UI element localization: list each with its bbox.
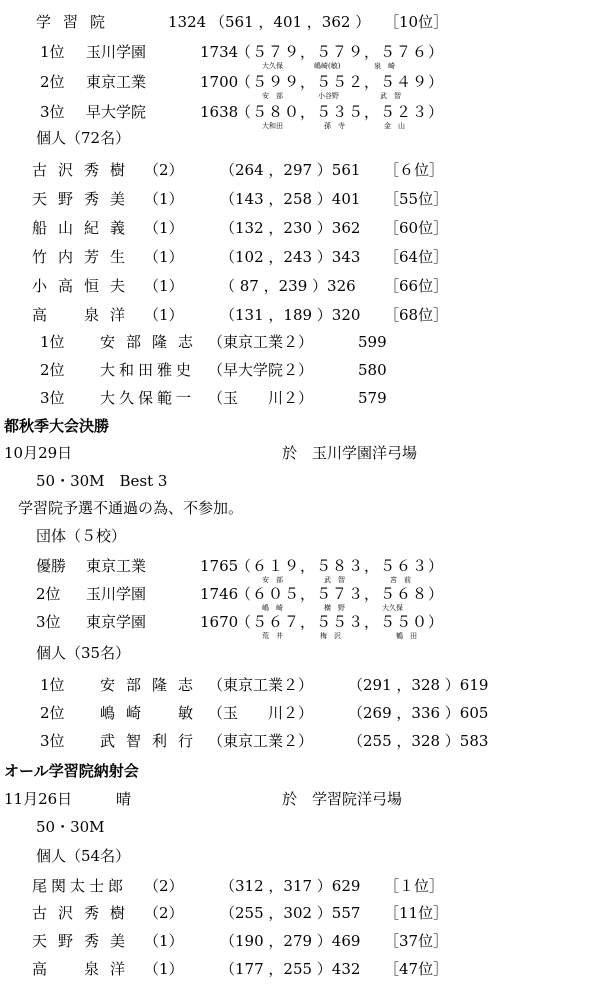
archer-name: 尾関太士郎 (32, 877, 128, 895)
archer-name: 船山紀義 (32, 219, 137, 237)
position: 2位 (40, 361, 65, 379)
archer-name: 武 智 (380, 92, 401, 100)
archer-name: 横 野 (324, 604, 345, 612)
section-title: オール学習院納射会 (4, 762, 139, 780)
archer-rank: ［37位］ (384, 932, 449, 950)
event-note: 学習院予選不通過の為、不参加。 (18, 499, 244, 517)
archer-score: 579 (358, 389, 387, 407)
archer-year: （1） (144, 960, 184, 978)
event-format: 50・30M Best 3 (36, 472, 168, 490)
team-name: 早大学院 (86, 103, 147, 121)
team-scores: （６１９，５８３，５６３） (236, 557, 445, 575)
individual-row (0, 901, 600, 925)
team-position: 3位 (36, 613, 61, 631)
section-title: 都秋季大会決勝 (4, 417, 110, 435)
archer-affiliation: （玉 川２） (208, 704, 314, 722)
archer-scores: （255 ，328 ）583 (348, 732, 489, 750)
team-total: 1638 (200, 103, 239, 121)
team-name: 玉川学園 (86, 585, 147, 603)
gakushuin-team-row (0, 10, 600, 34)
archer-year: （1） (144, 190, 184, 208)
archer-name: 宮 前 (390, 576, 411, 584)
archer-rank: ［60位］ (384, 219, 449, 237)
top-individual-row (0, 386, 600, 410)
archer-rank: ［47位］ (384, 960, 449, 978)
team-total: 1670 (200, 613, 239, 631)
archer-year: （1） (144, 248, 184, 266)
individual-row (0, 929, 600, 953)
individual-header: 個人（35名） (36, 644, 131, 662)
archer-affiliation: （東京工業２） (208, 333, 314, 351)
individual-row (0, 874, 600, 898)
event-venue: 於 玉川学園洋弓場 (282, 444, 418, 462)
archer-rank: ［11位］ (384, 904, 449, 922)
individual-header-row (0, 641, 600, 665)
event-date: 10月29日 (4, 444, 73, 462)
team-scores: （５７９，５７９，５７６） (236, 43, 445, 61)
individual-row (0, 729, 600, 753)
individual-header (0, 126, 600, 150)
archer-name: 大久保 (382, 604, 403, 612)
individual-row (0, 187, 600, 211)
archer-name: 大久保 (262, 62, 283, 70)
event-info-row (0, 787, 600, 811)
archer-name: 古沢秀樹 (32, 161, 137, 179)
position: 1位 (40, 333, 65, 351)
individual-row (0, 957, 600, 981)
archer-scores: （ 87 ，239 ）326 (220, 277, 356, 295)
archer-scores: （131 ，189 ）320 (220, 306, 361, 324)
archer-affiliation: （東京工業２） (208, 732, 314, 750)
team-scores: （６０５，５７３，５６８） (236, 585, 445, 603)
archer-scores: （291 ，328 ）619 (348, 676, 489, 694)
archer-affiliation: （玉 川２） (208, 389, 314, 407)
archer-year: （1） (144, 306, 184, 324)
team-name: 東京学園 (86, 613, 147, 631)
position: 3位 (40, 732, 65, 750)
team-name: 東京工業 (86, 73, 147, 91)
archer-rank: ［６位］ (384, 161, 445, 179)
archer-name: 大久保範一 (100, 389, 196, 407)
team-result-row (0, 70, 600, 100)
event-weather: 晴 (116, 790, 132, 808)
archer-scores: （132 ，230 ）362 (220, 219, 361, 237)
archer-scores: （102 ，243 ）343 (220, 248, 361, 266)
archer-name: 竹内芳生 (32, 248, 137, 266)
team-position: 1位 (40, 43, 65, 61)
team-total: 1765 (200, 557, 239, 575)
archer-scores: （143 ，258 ）401 (220, 190, 361, 208)
position: 2位 (40, 704, 65, 722)
event-info-row (0, 441, 600, 465)
section-heading (0, 759, 600, 783)
archer-year: （1） (144, 277, 184, 295)
event-note-row (0, 496, 600, 520)
archer-name: 小高恒夫 (32, 277, 137, 295)
archer-name: 嶋崎(敏) (314, 62, 341, 70)
archer-name: 安部隆志 (100, 333, 205, 351)
archer-rank: ［55位］ (384, 190, 449, 208)
team-total: 1746 (200, 585, 239, 603)
archer-name: 大和田 (262, 122, 283, 130)
team-breakdown: （561 ，401 ，362 ） (210, 13, 371, 31)
archer-name: 安 部 (262, 92, 283, 100)
archer-scores: （269 ，336 ）605 (348, 704, 489, 722)
individual-header-text: 個人（72名） (36, 129, 131, 147)
archer-name: 高 泉洋 (32, 960, 137, 978)
team-total: 1734 (200, 43, 239, 61)
team-name: 玉川学園 (86, 43, 147, 61)
team-scores: （５９９，５５２，５４９） (236, 73, 445, 91)
event-format-row (0, 469, 600, 493)
archer-name: 嶋 崎 (262, 604, 283, 612)
team-result-row (0, 610, 600, 640)
team-scores: （５６７，５５３，５５０） (236, 613, 445, 631)
archer-rank: ［１位］ (384, 877, 445, 895)
archer-scores: （190 ，279 ）469 (220, 932, 361, 950)
archer-affiliation: （東京工業２） (208, 676, 314, 694)
team-total: 1324 (168, 13, 207, 31)
individual-row (0, 216, 600, 240)
archer-year: （2） (144, 877, 184, 895)
event-format: 50・30M (36, 818, 105, 836)
position: 3位 (40, 389, 65, 407)
team-position: 2位 (36, 585, 61, 603)
individual-row (0, 673, 600, 697)
team-position: 2位 (40, 73, 65, 91)
archer-name: 天野秀美 (32, 190, 137, 208)
archer-name: 武 智 (324, 576, 345, 584)
individual-header-row (0, 844, 600, 868)
team-header: 団体（５校） (36, 527, 127, 545)
event-format-row (0, 815, 600, 839)
archer-affiliation: （早大学院２） (208, 361, 314, 379)
archer-score: 599 (358, 333, 387, 351)
archer-name: 大和田雅史 (100, 361, 196, 379)
position: 1位 (40, 676, 65, 694)
archer-name: 天野秀美 (32, 932, 137, 950)
archer-rank: ［68位］ (384, 306, 449, 324)
team-result-row (0, 554, 600, 584)
archer-name: 高 泉洋 (32, 306, 137, 324)
archer-rank: ［66位］ (384, 277, 449, 295)
event-date: 11月26日 (4, 790, 73, 808)
archer-name: 金 山 (384, 122, 405, 130)
top-individual-row (0, 330, 600, 354)
individual-row (0, 274, 600, 298)
archer-name: 安部隆志 (100, 676, 205, 694)
team-name: 東京工業 (86, 557, 147, 575)
archer-name: 孫 寺 (324, 122, 345, 130)
individual-row (0, 303, 600, 327)
archer-rank: ［64位］ (384, 248, 449, 266)
archer-name: 安 部 (262, 576, 283, 584)
team-position: 優勝 (36, 557, 67, 575)
team-result-row (0, 582, 600, 612)
archer-year: （1） (144, 932, 184, 950)
archer-score: 580 (358, 361, 387, 379)
archer-name: 古沢秀樹 (32, 904, 137, 922)
archer-year: （1） (144, 219, 184, 237)
archer-scores: （177 ，255 ）432 (220, 960, 361, 978)
section-heading (0, 414, 600, 438)
team-total: 1700 (200, 73, 239, 91)
team-header-row (0, 524, 600, 548)
team-name: 学習院 (36, 13, 118, 31)
archer-scores: （264 ，297 ）561 (220, 161, 361, 179)
individual-header: 個人（54名） (36, 847, 131, 865)
archer-name: 泉 崎 (374, 62, 395, 70)
archer-name: 武智利行 (100, 732, 205, 750)
archer-scores: （312 ，317 ）629 (220, 877, 361, 895)
individual-row (0, 245, 600, 269)
team-scores: （５８０，５３５，５２３） (236, 103, 445, 121)
archer-year: （2） (144, 904, 184, 922)
team-rank: ［10位］ (384, 13, 449, 31)
event-venue: 於 学習院洋弓場 (282, 790, 403, 808)
archer-name: 嶋崎 敏 (100, 704, 205, 722)
individual-row (0, 701, 600, 725)
archer-scores: （255 ，302 ）557 (220, 904, 361, 922)
archer-name: 鶴 田 (396, 632, 417, 640)
top-individual-row (0, 358, 600, 382)
archer-name: 荒 井 (262, 632, 283, 640)
archer-name: 小谷野 (318, 92, 339, 100)
team-result-row (0, 40, 600, 70)
team-position: 3位 (40, 103, 65, 121)
archer-name: 梅 沢 (320, 632, 341, 640)
archer-year: （2） (144, 161, 184, 179)
individual-row (0, 158, 600, 182)
